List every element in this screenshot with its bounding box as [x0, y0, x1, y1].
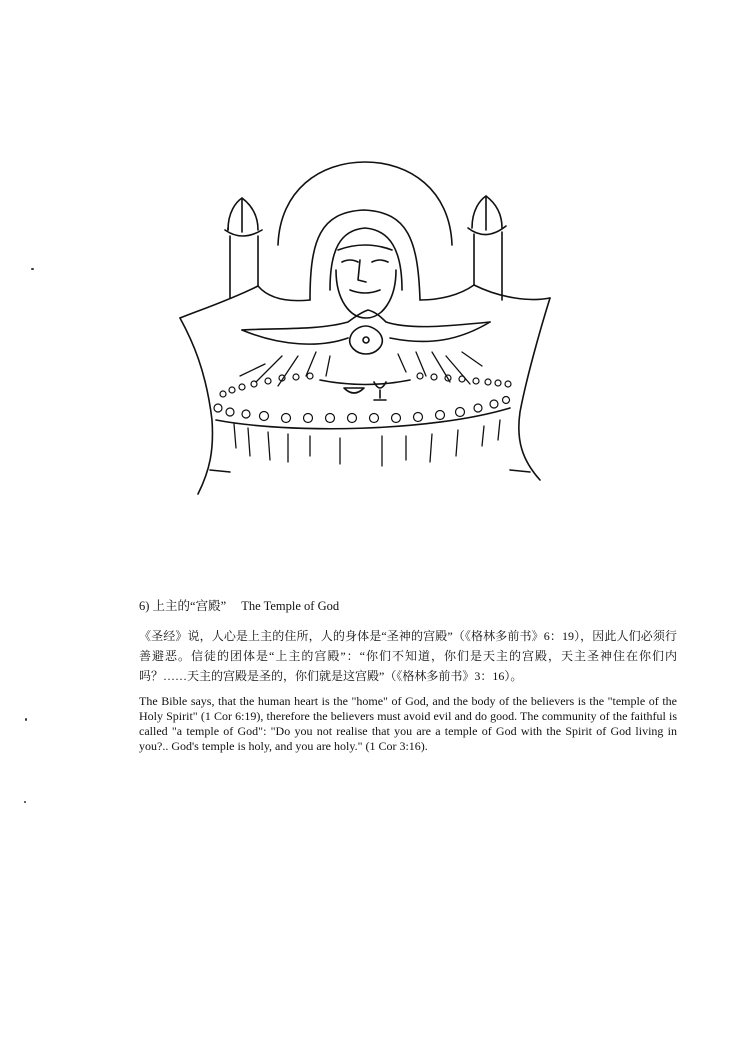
section-heading [139, 596, 339, 614]
rays [240, 352, 482, 386]
body-paragraph-cn: 《圣经》说，人心是上主的住所，人的身体是“圣神的宫殿”（《格林多前书》6：19），因此人们必须行善避恶。信徒的团体是“上主的宫殿”：“你们不知道，你们是天主的宫殿，天主圣神住在你们内吗？……天主的宫殿是圣的，你们就是这宫殿”（《格林多前书》3：16）。 [139, 629, 677, 683]
halo-arch [278, 162, 452, 245]
christ-face [310, 210, 420, 318]
scan-speck [25, 718, 27, 721]
body-paragraph-en: The Bible says, that the human heart is the "home" of God, and the body of the believers is the "temple of the Holy Spirit" (1 Cor 6:19), therefore the believers must avoid evil and do good. The community of the faithful is called "a temple of God": "Do you not realise that you are a temple of God with the Spirit of God living in you?.. God's temple is holy, and you are holy." (1 Cor 3:16). [139, 694, 677, 753]
section-title-cn: 上主的“宫殿” [152, 599, 227, 613]
section-number: 6) [139, 599, 150, 613]
scan-speck [31, 268, 34, 270]
left-roof [180, 286, 258, 318]
left-wall [180, 318, 212, 494]
section-title-en: The Temple of God [241, 599, 340, 613]
scan-speck [24, 801, 26, 803]
bowl [344, 388, 364, 393]
right-roof [474, 285, 550, 299]
right-wall [519, 298, 550, 480]
dove-holy-spirit [242, 310, 490, 354]
altar-line [320, 380, 410, 385]
left-tower [225, 198, 262, 298]
temple-of-god-drawing [170, 150, 560, 500]
